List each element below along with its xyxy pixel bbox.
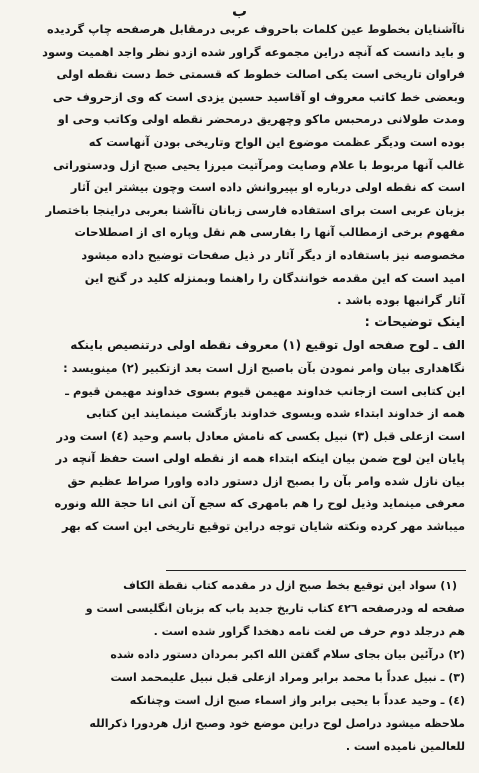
text-line: مخصوصه نیز باستفاده از دیگر آثار در ذیل صفحات توضیح داده میشود <box>81 247 465 262</box>
text-line: ومدت طولانی درمحبس ماکو وچهریق درمحضر نقطه اولی وکاتب وحی او <box>57 112 465 127</box>
text-line: ناآشنایان بخطوط عین کلمات باحروف عربی درمقابل هرصفحه چاپ گردیده <box>47 22 465 36</box>
text-line: امید است که این مقدمه خوانندگان را راهنما وبمنزله کلید در گنج این <box>84 270 465 285</box>
section-line: میباشد مهر کرده ونکته شایان توجه دراین توقیع تاریخی این است که بهر <box>61 519 465 534</box>
footnote-divider <box>166 570 466 571</box>
text-line: و باید دانست که آنچه دراین مجموعه گراور شده ازدو نظر واجد اهمیت وسود <box>42 44 465 59</box>
section-line: الف ـ لوح صفحه اول توقیع (١) معروف نقطه اولی درتنصیص باینکه <box>70 338 465 353</box>
section-heading: اینک توضیحات : <box>364 314 465 330</box>
text-line: بوده است ودیگر عظمت موضوع این الواح وتاریخی بودن آنهاست که <box>88 134 465 149</box>
text-line: فراوان تاریخی است یکی اصالت خطوط که قسمتی خط دست نقطه اولی <box>56 67 465 82</box>
footnote-line: (١) سواد این توقیع بخط صبح ازل در مقدمه کتاب نقطة الکاف <box>123 579 457 592</box>
section-line: پایان این لوح ضمن بیان اینکه ابتداء همه از نقطه اولی است حفظ آنچه در <box>55 451 465 466</box>
text-line: است که نقطه اولی درباره او بپیروانش داده است وچون بیشتر این آثار <box>70 180 465 195</box>
text-line: وبعضی خط کاتب معروف او آقاسید حسین یزدی است که وی ازحروف حی <box>52 89 465 104</box>
text-line: غالب آنها مربوط با علام وصایت ومرآتیت میرزا یحیی صبح ازل ودستوراتی <box>53 157 465 172</box>
main-text <box>13 18 465 538</box>
footnote-line: (٤) ـ وحید عدداً با یحیی برابر واز اسماء صبح ازل است وچنانکه <box>129 694 465 707</box>
section-line: بیان نازل شده وامر بآن را بصبح ازل دستور داده واورا صراط عظیم حق <box>67 473 465 488</box>
text-line: بزبان عربی است برای استفاده فارسی زبانان ناآشنا بعربی دراینجا باختصار <box>45 202 465 217</box>
page-letter: ب <box>231 2 248 20</box>
section-line: همه از خداوند ابتداء شده وبسوی خداوند بازگشت مینمایند این کتابی <box>86 406 465 421</box>
footnote-line: (٣) ـ نبیل عدداً با محمد برابر ومراد ازعلی قبل نبیل علیمحمد است <box>110 671 465 684</box>
section-line: این کتابی است ازجانب خداوند مهیمن قیوم بسوی خداوند مهیمن قیوم ـ <box>65 383 465 398</box>
section-line: معرفی مینماید وذیل لوح را هم بامهری که سجع آن انی انا حجة الله ونوره <box>54 496 465 511</box>
footnote-line: ملاحظه میشود دراصل لوح دراین موضع خود وصبح ازل هردورا ذکرالله <box>89 717 465 730</box>
footnote-line: (٢) درآئین بیان بجای سلام گفتن الله اکبر بمردان دستور داده شده <box>110 648 465 661</box>
section-line: نگاهداری بیان وامر نمودن بآن باصبح ازل است بعد ازتکبیر (٢) مینویسد : <box>63 360 465 375</box>
footnote-line: هم درجلد دوم حرف ص لغت نامه دهخدا گراور شده است . <box>153 625 465 638</box>
footnote-line: صفحه له ودرصفحه ٤٢٦ کتاب تاریخ جدید باب که بزبان انگلیسی است و <box>85 602 465 615</box>
footnotes <box>13 574 465 758</box>
text-line: آثار گرانبها بوده باشد . <box>337 293 465 308</box>
footnote-line: للعالمین نامیده است . <box>345 740 465 753</box>
text-line: مفهوم برخی ازمطالب آنها را بفارسی هم نقل وپاره ای از اصطلاحات <box>74 225 465 240</box>
section-line: است ازعلی قبل (٣) نبیل بکسی که نامش معادل باسم وحید (٤) است ودر <box>56 428 465 443</box>
